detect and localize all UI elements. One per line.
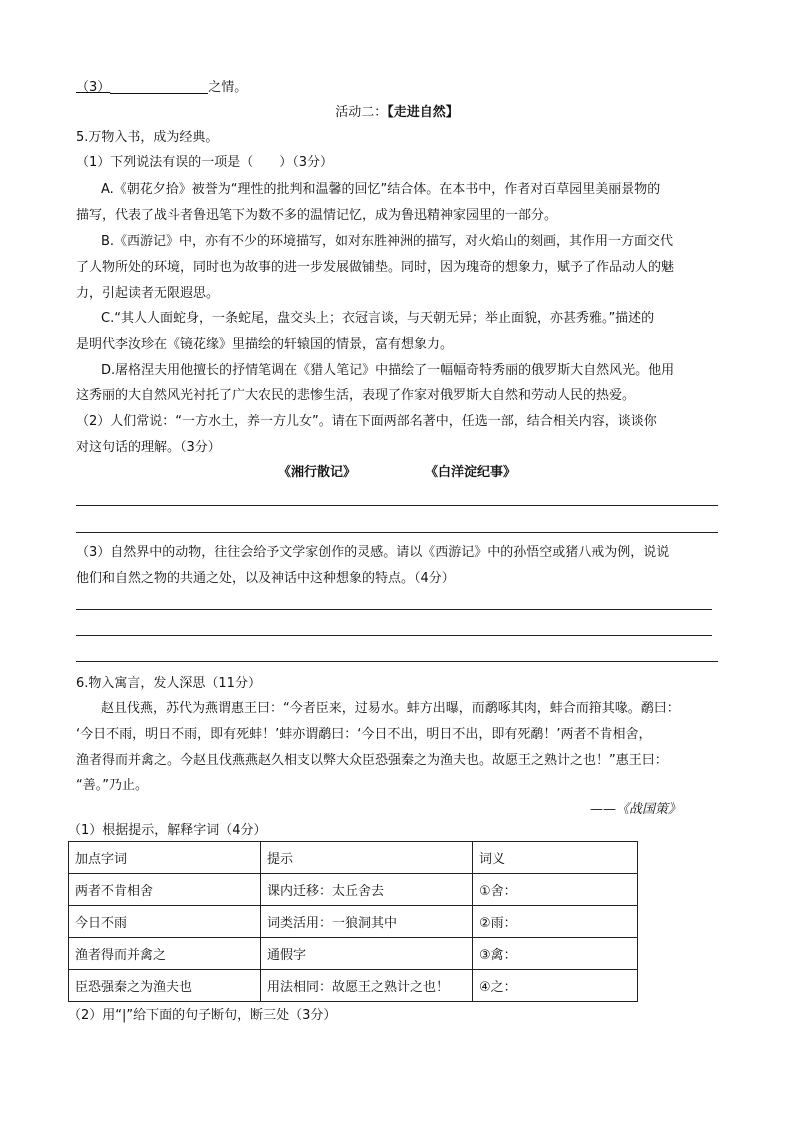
q6-passage-line4: “善。”乃止。 <box>76 778 148 793</box>
q6-1-stem: （1）根据提示，解释字词（4分） <box>68 823 267 838</box>
q6-passage-line3: 渔者得而并禽之。今赵且伐燕燕赵久相支以弊大众臣恐强秦之为渔夫也。故愿王之熟计之也！”惠王曰： <box>76 753 668 768</box>
table-row <box>69 938 638 970</box>
table-row <box>69 906 638 938</box>
table-cell-hint: 课内迁移：太丘舍去 <box>261 874 473 906</box>
q5-3-answer-line-3[interactable] <box>76 661 718 662</box>
q5-2-book-xiangxing: 《湘行散记》 <box>278 465 357 480</box>
q5-3-stem-line1: （3）自然界中的动物，往往会给予文学家创作的灵感。请以《西游记》中的孙悟空或猪八戒为例，说说 <box>76 545 670 560</box>
q5-1-option-a-line1: A.《朝花夕拾》被誉为“理性的批判和温馨的回忆”结合体。在本书中，作者对百草园里美丽景物的 <box>101 182 661 197</box>
q5-1-option-c-line1: C.“其人人面蛇身，一条蛇尾，盘交头上；衣冠言谈，与天朝无异；举止面貌，亦甚秀雅。”描述的 <box>101 311 655 326</box>
q6-2-stem: （2）用“|”给下面的句子断句，断三处（3分） <box>68 1008 337 1023</box>
table-cell-word: 两者不肯相舍 <box>69 874 261 906</box>
q5-2-stem-line1: （2）人们常说：“一方水土，养一方儿女”。请在下面两部名著中，任选一部，结合相关内容，谈谈你 <box>76 414 657 429</box>
q4-suffix: 之情。 <box>208 80 248 95</box>
table-cell-word: 臣恐强秦之为渔夫也 <box>69 970 261 1002</box>
q6-source: ——《战国策》 <box>590 802 682 817</box>
q5-2-answer-line-1[interactable] <box>76 505 718 506</box>
q5-2-stem-line2: 对这句话的理解。（3分） <box>76 440 221 455</box>
q5-title: 5.万物入书，成为经典。 <box>76 130 219 145</box>
table-header-cell: 加点字词 <box>69 842 261 874</box>
q5-3-answer-line-2[interactable] <box>76 635 712 636</box>
table-cell-meaning[interactable]: ④之： <box>473 970 638 1002</box>
table-header-cell: 提示 <box>261 842 473 874</box>
table-header-cell: 词义 <box>473 842 638 874</box>
q4-blank-line <box>76 79 247 97</box>
q5-1-option-b-line2: 了人物所处的环境，同时也为故事的进一步发展做铺垫。同时，因为瑰奇的想象力，赋予了作品动人的魅 <box>76 260 675 275</box>
q5-3-stem-line2: 他们和自然之物的共通之处，以及神话中这种想象的特点。（4分） <box>76 571 455 586</box>
table-cell-meaning[interactable]: ②雨： <box>473 906 638 938</box>
table-row <box>69 874 638 906</box>
q5-1-option-c-line2: 是明代李汝珍在《镜花缘》里描绘的轩辕国的情景，富有想象力。 <box>76 337 454 352</box>
table-row <box>69 970 638 1002</box>
activity-name: 【走进自然】 <box>387 105 459 120</box>
table-cell-hint: 通假字 <box>261 938 473 970</box>
table-header-row <box>69 842 638 874</box>
q5-1-stem: （1）下列说法有误的一项是（ ）（3分） <box>76 155 334 170</box>
table-cell-word: 今日不雨 <box>69 906 261 938</box>
q5-1-option-d-line1: D.屠格涅夫用他擅长的抒情笔调在《猎人笔记》中描绘了一幅幅奇特秀丽的俄罗斯大自然风光。他用 <box>101 363 675 378</box>
table-cell-hint: 用法相同：故愿王之熟计之也！ <box>261 970 473 1002</box>
table-cell-word: 渔者得而并禽之 <box>69 938 261 970</box>
q5-1-option-b-line1: B.《西游记》中，亦有不少的环境描写，如对东胜神洲的描写，对火焰山的刻画，其作用一方面交代 <box>101 234 674 249</box>
q5-2-book-baiyangdian: 《白洋淀纪事》 <box>425 465 517 480</box>
table-cell-meaning[interactable]: ③禽： <box>473 938 638 970</box>
q5-3-answer-line-1[interactable] <box>76 609 712 610</box>
q4-answer-blank[interactable] <box>110 79 208 94</box>
q6-title: 6.物入寓言，发人深思（11分） <box>76 676 261 691</box>
activity-prefix: 活动二： <box>335 105 388 120</box>
q6-passage-line1: 赵且伐燕，苏代为燕谓惠王曰：“今者臣来，过易水。蚌方出曝，而鹬啄其肉，蚌合而箝其喙。鹬曰： <box>101 701 680 716</box>
q5-1-option-d-line2: 这秀丽的大自然风光衬托了广大农民的悲惨生活，表现了作家对俄罗斯大自然和劳动人民的热爱。 <box>76 388 636 403</box>
activity-heading <box>0 104 794 122</box>
table-cell-meaning[interactable]: ①舍： <box>473 874 638 906</box>
q5-2-answer-line-2[interactable] <box>76 532 718 533</box>
q6-1-vocab-table <box>68 841 638 1002</box>
q4-sub-number: （3） <box>76 80 111 95</box>
table-cell-hint: 词类活用：一狼洞其中 <box>261 906 473 938</box>
q6-passage-line2: ‘今日不雨，明日不雨，即有死蚌！’蚌亦谓鹬曰：‘今日不出，明日不出，即有死鹬！’两者不肯相舍， <box>76 727 652 742</box>
q5-1-option-b-line3: 力，引起读者无限遐思。 <box>76 286 220 301</box>
q5-1-option-a-line2: 描写，代表了战斗者鲁迅笔下为数不多的温情记忆，成为鲁迅精神家园里的一部分。 <box>76 208 558 223</box>
